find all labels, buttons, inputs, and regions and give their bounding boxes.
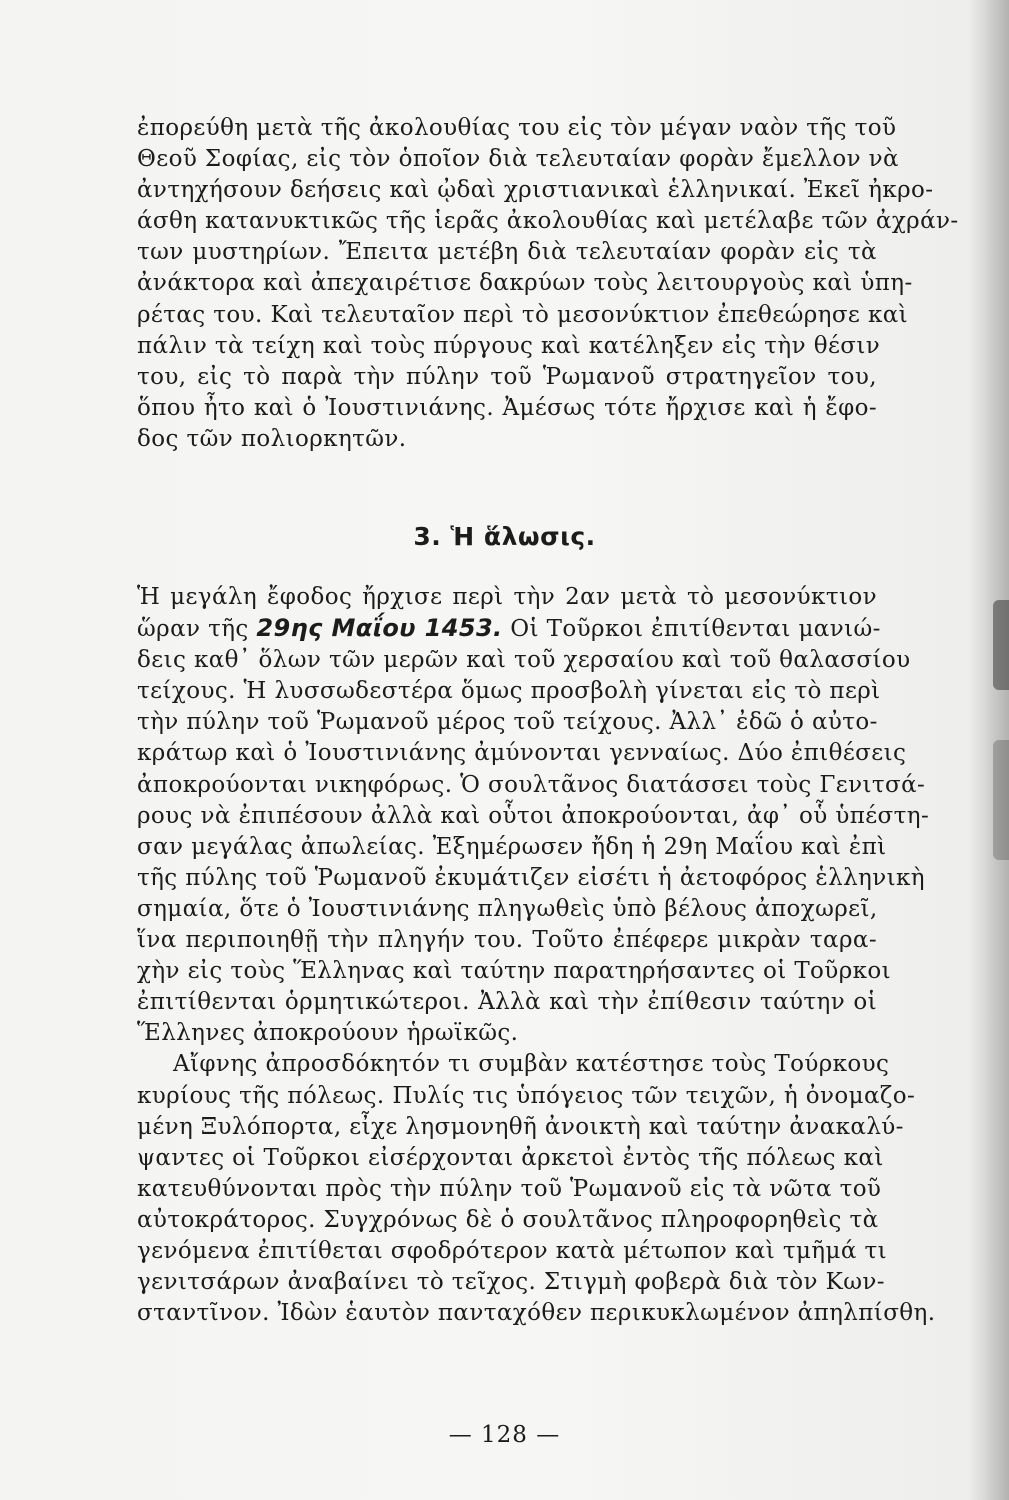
text-line: ἵνα περιποιηθῇ τὴν πληγήν του. Τοῦτο ἐπέφερε μικρὰν ταρα-	[137, 927, 877, 954]
text-line: άσθη κατανυκτικῶς τῆς ἱερᾶς ἀκολουθίας καὶ μετέλαβε τῶν ἀχράν-	[137, 208, 959, 235]
text-line: ἀντηχήσουν δεήσεις καὶ ᾠδαὶ χριστιανικαὶ ἑλληνικαί. Ἐκεῖ ἠκρο-	[137, 177, 934, 204]
section-body	[137, 582, 936, 1329]
text-line: ψαντες οἱ Τοῦρκοι εἰσέρχονται ἀρκετοὶ ἐντὸς τῆς πόλεως καὶ	[137, 1144, 884, 1171]
text-line: τῆς πύλης τοῦ Ῥωμανοῦ ἐκυμάτιζεν εἰσέτι ἡ ἀετοφόρος ἑλληνικὴ	[137, 864, 925, 891]
text-line: δεις καθ᾽ ὅλων τῶν μερῶν καὶ τοῦ χερσαίου καὶ τοῦ θαλασσίου	[137, 647, 911, 674]
text-line: Ἡ μεγάλη ἔφοδος ἤρχισε περὶ τὴν 2αν μετὰ τὸ μεσονύκτιον	[137, 584, 877, 610]
text-line: κυρίους τῆς πόλεως. Πυλίς τις ὑπόγειος τῶν τειχῶν, ἡ ὀνομαζο-	[137, 1082, 916, 1109]
text-line: σημαία, ὅτε ὁ Ἰουστινιάνης πληγωθεὶς ὑπὸ βέλους ἀποχωρεῖ,	[137, 895, 878, 922]
text-line: ρέτας του. Καὶ τελευταῖον περὶ τὸ μεσονύκτιον ἐπεθεώρησε καὶ	[137, 301, 909, 328]
text-line: σταντῖνον. Ἰδὼν ἑαυτὸν πανταχόθεν περικυκλωμένον ἀπηλπίσθη.	[137, 1300, 936, 1327]
text-line: ἀποκρούονται νικηφόρως. Ὁ σουλτᾶνος διατάσσει τοὺς Γενιτσά-	[137, 771, 926, 798]
text-line: ὅπου ἦτο καὶ ὁ Ἰουστινιάνης. Ἀμέσως τότε ἤρχισε καὶ ἡ ἔφο-	[137, 394, 877, 421]
text-line: κράτωρ καὶ ὁ Ἰουστινιάνης ἀμύνονται γενναίως. Δύο ἐπιθέσεις	[137, 740, 907, 767]
paragraph-continued	[137, 113, 959, 455]
date-emphasis: 29ης Μαΐου 1453.	[256, 614, 503, 643]
page-number: — 128 —	[448, 1422, 561, 1448]
text-line: ἀνάκτορα καὶ ἀπεχαιρέτισε δακρύων τοὺς λειτουργοὺς καὶ ὑπη-	[137, 270, 913, 297]
text-line	[137, 613, 881, 645]
text-segment: Οἱ Τοῦρκοι ἐπιτίθενται μανιώ-	[502, 616, 881, 643]
section-heading: 3. Ἡ ἅλωσις.	[413, 522, 596, 551]
text-line: Ἕλληνες ἀποκρούουν ἡρωϊκῶς.	[137, 1020, 519, 1047]
text-line: γενόμενα ἐπιτίθεται σφοδρότερον κατὰ μέτωπον καὶ τμῆμά τι	[137, 1237, 888, 1264]
text-line: ἐπορεύθη μετὰ τῆς ἀκολουθίας του εἰς τὸν μέγαν ναὸν τῆς τοῦ	[137, 115, 897, 141]
text-line: μένη Ξυλόπορτα, εἶχε λησμονηθῆ ἀνοικτὴ καὶ ταύτην ἀνακαλύ-	[137, 1113, 904, 1140]
text-line: πάλιν τὰ τείχη καὶ τοὺς πύργους καὶ κατέληξεν εἰς τὴν θέσιν	[137, 332, 881, 359]
binding-mark	[993, 740, 1009, 860]
text-line: δος τῶν πολιορκητῶν.	[137, 425, 407, 452]
text-line: γενιτσάρων ἀναβαίνει τὸ τεῖχος. Στιγμὴ φοβερὰ διὰ τὸν Κων-	[137, 1269, 885, 1296]
text-line: τείχους. Ἡ λυσσωδεστέρα ὅμως προσβολὴ γίνεται εἰς τὸ περὶ	[137, 678, 881, 705]
text-line: Θεοῦ Σοφίας, εἰς τὸν ὁποῖον διὰ τελευταίαν φορὰν ἔμελλον νὰ	[137, 146, 899, 173]
text-line: του, εἰς τὸ παρὰ τὴν πύλην τοῦ Ῥωμανοῦ στρατηγεῖον του,	[137, 363, 877, 390]
binding-mark	[993, 600, 1009, 690]
text-line: χὴν εἰς τοὺς Ἕλληνας καὶ ταύτην παρατηρήσαντες οἱ Τοῦρκοι	[137, 958, 892, 985]
text-line: κατευθύνονται πρὸς τὴν πύλην τοῦ Ῥωμανοῦ εἰς τὰ νῶτα τοῦ	[137, 1175, 882, 1202]
text-line: των μυστηρίων. Ἔπειτα μετέβη διὰ τελευταίαν φορὰν εἰς τὰ	[137, 239, 877, 266]
text-line: ἐπιτίθενται ὁρμητικώτεροι. Ἀλλὰ καὶ τὴν ἐπίθεσιν ταύτην οἱ	[137, 989, 877, 1016]
text-line: Αἴφνης ἀπροσδόκητόν τι συμβὰν κατέστησε τοὺς Τούρκους	[173, 1051, 890, 1078]
text-line: αὐτοκράτορος. Συγχρόνως δὲ ὁ σουλτᾶνος πληροφορηθεὶς τὰ	[137, 1206, 879, 1233]
text-line: ρους νὰ ἐπιπέσουν ἀλλὰ καὶ οὗτοι ἀποκρούονται, ἀφ᾽ οὗ ὑπέστη-	[137, 802, 930, 829]
text-segment: ὥραν τῆς	[137, 616, 257, 643]
text-line: σαν μεγάλας ἀπωλείας. Ἐξημέρωσεν ἤδη ἡ 29η Μαΐου καὶ ἐπὶ	[137, 833, 887, 860]
text-line: τὴν πύλην τοῦ Ῥωμανοῦ μέρος τοῦ τείχους. Ἀλλ᾽ ἐδῶ ὁ αὐτο-	[137, 709, 878, 736]
